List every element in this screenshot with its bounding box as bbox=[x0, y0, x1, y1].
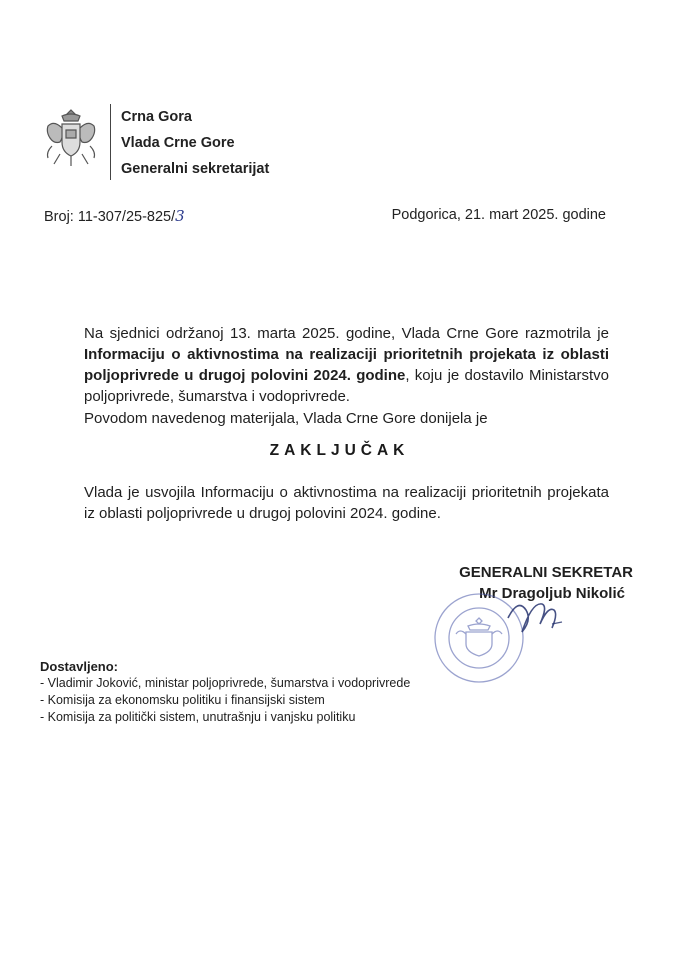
government-name: Vlada Crne Gore bbox=[121, 135, 235, 151]
letterhead bbox=[40, 104, 269, 182]
handwritten-number: 3 bbox=[175, 207, 185, 225]
distribution-list bbox=[40, 658, 410, 726]
distribution-title: Dostavljeno: bbox=[40, 659, 119, 674]
country-name: Crna Gora bbox=[121, 109, 192, 125]
list-item: - Komisija za ekonomsku politiku i finansijski sistem bbox=[40, 693, 325, 707]
place-date: Podgorica, 21. mart 2025. godine bbox=[391, 207, 606, 223]
header-divider bbox=[110, 104, 111, 180]
document-title: Informaciju o aktivnostima na realizaciji prioritetnih projekata iz oblasti poljoprivrede u drugoj polovini 2024. godine bbox=[84, 346, 609, 384]
list-item: - Vladimir Joković, ministar poljoprivrede, šumarstva i vodoprivrede bbox=[40, 676, 411, 690]
coat-of-arms-icon bbox=[40, 106, 102, 170]
organization-block bbox=[121, 104, 269, 182]
list-item: - Komisija za politički sistem, unutrašnju i vanjsku politiku bbox=[40, 710, 356, 724]
paragraph-decision-intro: Povodom navedenog materijala, Vlada Crne Gore donijela je bbox=[84, 410, 488, 427]
signatory-title: GENERALNI SEKRETAR bbox=[459, 564, 633, 581]
signatory-name: Mr Dragoljub Nikolić bbox=[479, 585, 625, 602]
conclusion-heading: ZAKLJUČAK bbox=[269, 442, 410, 459]
paragraph-conclusion: Vlada je usvojila Informaciju o aktivnostima na realizaciji prioritetnih projekata iz oblasti poljoprivrede u drugoj polovini 2024. godine. bbox=[84, 484, 609, 522]
reference-number: Broj: 11-307/25-825/3 bbox=[44, 207, 185, 225]
handwritten-signature bbox=[500, 588, 570, 658]
paragraph-session: Na sjednici održanoj 13. marta 2025. godine, Vlada Crne Gore razmotrila je Informaciju o aktivnostima na realizaciji prioritetnih projekata iz oblasti poljoprivrede u drugoj polovini 2024. godine, koju je dostavilo Ministarstvo poljoprivrede, šumarstva i vodoprivrede. bbox=[84, 325, 609, 405]
department-name: Generalni sekretarijat bbox=[121, 161, 270, 177]
